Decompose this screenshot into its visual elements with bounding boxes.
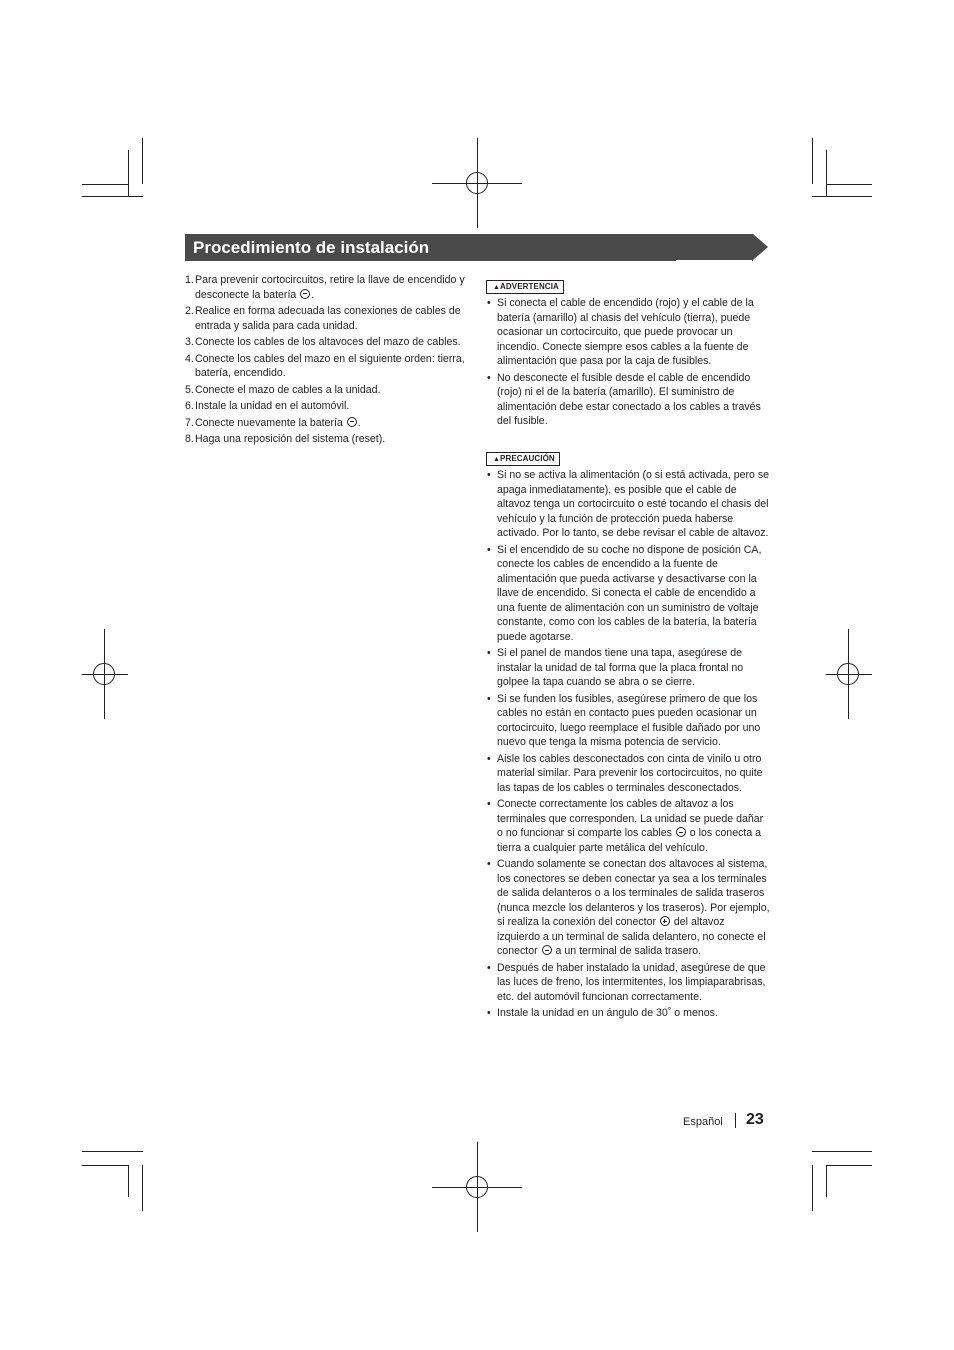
- crop-mark-bl-h: [82, 1151, 143, 1152]
- step-text: Conecte nuevamente la batería: [195, 416, 346, 429]
- minus-terminal-icon: [542, 945, 552, 955]
- section-title-arrow: [753, 234, 768, 260]
- step-text: .: [311, 288, 315, 301]
- crop-mark-tr-h2: [812, 196, 872, 197]
- crop-mark-bl-h2: [82, 1165, 128, 1166]
- caution-section: [486, 448, 770, 1023]
- registration-mark-right: [826, 629, 872, 719]
- crop-mark-tl-h2: [82, 196, 143, 197]
- step-item: [185, 352, 468, 381]
- minus-terminal-icon: [300, 289, 310, 299]
- step-text: .: [357, 416, 361, 429]
- step-text: Realice en forma adecuada las conexiones de cables de entrada y salida para cada unidad.: [195, 305, 461, 332]
- warning-label: ▲ADVERTENCIA: [486, 280, 564, 294]
- step-text: Conecte los cables del mazo en el siguiente orden: tierra, batería, encendido.: [195, 352, 465, 379]
- section-title: Procedimiento de instalación: [193, 238, 430, 257]
- step-item: [185, 383, 468, 398]
- footer-language: Español: [683, 1116, 723, 1128]
- crop-mark-bl-v: [128, 1165, 129, 1197]
- step-text: Conecte los cables de los altavoces del mazo de cables.: [195, 336, 461, 348]
- step-number: 6.: [185, 400, 194, 412]
- step-text: Haga una reposición del sistema (reset).: [195, 433, 386, 445]
- crop-mark-br-h2: [826, 1165, 872, 1166]
- crop-mark-bl-v2: [142, 1165, 143, 1211]
- crop-mark-tl-h: [82, 184, 128, 185]
- caution-item: • Si se funden los fusibles, asegúrese primero de que los cables no están en contacto pues pueden ocasionar un cortocircuito, luego reemplace el fusible dañado por uno nuevo que tenga la misma potencia de servicio.: [487, 692, 761, 748]
- caution-item: • Si el panel de mandos tiene una tapa, asegúrese de instalar la unidad de tal forma que la placa frontal no golpee la tapa cuando se abra o se cierre.: [487, 647, 744, 688]
- crop-mark-br-h: [812, 1151, 872, 1152]
- step-text: Instale la unidad en el automóvil.: [195, 400, 350, 412]
- crop-mark-tr-v: [826, 150, 827, 196]
- registration-mark-left: [82, 629, 128, 719]
- crop-mark-tr-h: [826, 184, 872, 185]
- step-text: Para prevenir cortocircuitos, retire la llave de encendido y desconecte la batería: [195, 274, 465, 301]
- caution-label: ▲PRECAUCIÓN: [486, 452, 560, 466]
- warning-list: [486, 296, 770, 429]
- warning-triangle-icon: ▲: [493, 284, 501, 291]
- warning-triangle-icon: ▲: [493, 456, 501, 463]
- section-title-accent: [676, 260, 752, 262]
- step-item: [185, 399, 468, 414]
- crop-mark-br-v: [826, 1165, 827, 1197]
- step-number: 8.: [185, 433, 194, 445]
- step-text: Conecte el mazo de cables a la unidad.: [195, 383, 381, 396]
- caution-item: • Si el encendido de su coche no dispone de posición CA, conecte los cables de encendido a la fuente de alimentación que pueda activarse y desactivarse con la llave de encendido. Si conecta el cable de encendido a una fuente de alimentación con un suministro de voltaje constante, como con los cables de la batería, la batería puede agotarse.: [487, 543, 762, 643]
- step-item: [185, 304, 468, 333]
- step-number: 1.: [185, 274, 194, 286]
- caution-item: • Si no se activa la alimentación (o si está activada, pero se apaga inmediatamente), es posible que el cable de altavoz tenga un cortocircuito o esté tocando el chasis del vehículo y la función de protección pueda haberse activado. Por lo tanto, se debe revisar el cable de altavoz.: [487, 469, 770, 539]
- step-item: [185, 416, 468, 431]
- crop-mark-tr-v2: [812, 138, 813, 184]
- minus-terminal-icon: [676, 827, 686, 837]
- step-number: 4.: [185, 352, 194, 365]
- footer-divider: [735, 1113, 736, 1128]
- caution-item: • Aisle los cables desconectados con cinta de vinilo u otro material similar. Para prevenir los cortocircuitos, no quite las tapas de los cables o terminales desconectados.: [487, 752, 763, 794]
- step-number: 3.: [185, 336, 194, 348]
- caution-item: • Instale la unidad en un ángulo de 30˚ o menos.: [487, 1007, 718, 1019]
- warning-item: • No desconecte el fusible desde el cable de encendido (rojo) ni el de la batería (amarillo). El suministro de alimentación debe estar conectado a los cables a través del fusible.: [487, 371, 761, 427]
- step-number: 5.: [185, 383, 194, 396]
- registration-mark-top: [432, 138, 522, 228]
- step-item: [185, 273, 468, 302]
- step-item: [185, 432, 468, 447]
- registration-mark-bottom: [432, 1142, 522, 1232]
- warning-section: [486, 276, 770, 431]
- minus-terminal-icon: [347, 417, 357, 427]
- step-number: 2.: [185, 305, 194, 317]
- step-number: 7.: [185, 416, 194, 429]
- crop-mark-br-v2: [812, 1165, 813, 1211]
- plus-terminal-icon: [660, 916, 670, 926]
- step-item: [185, 335, 468, 350]
- crop-mark-tl-v: [128, 150, 129, 196]
- warning-item: • Si conecta el cable de encendido (rojo) y el cable de la batería (amarillo) al chasis del vehículo (tierra), puede ocasionar un cortocircuito, que puede provocar un incendio. Conecte siempre esos cables a la fuente de alimentación que pasa por la caja de fusibles.: [487, 297, 754, 367]
- caution-item: • Conecte correctamente los cables de altavoz a los terminales que corresponden. La unidad se puede dañar o no funcionar si comparte los cables o los conecta a tierra a cualquier parte metálica del vehículo.: [487, 798, 764, 854]
- installation-steps: [185, 273, 468, 449]
- caution-item: • Después de haber instalado la unidad, asegúrese de que las luces de freno, los intermitentes, los limpiaparabrisas, etc. del automóvil funcionan correctamente.: [487, 961, 766, 1003]
- caution-list: [486, 468, 770, 1021]
- page-number: 23: [746, 1111, 764, 1128]
- crop-mark-tl-v2: [142, 138, 143, 184]
- caution-item: • Cuando solamente se conectan dos altavoces al sistema, los conectores se deben conectar ya sea a los terminales de salida delanteros o a los terminales de salida traseros (nunca mezcle los delanteros y los traseros). Por ejemplo, si realiza la conexión del conector del altavoz izquierdo a un terminal de salida delantero, no conecte el conector a un terminal de salida trasero.: [487, 858, 770, 957]
